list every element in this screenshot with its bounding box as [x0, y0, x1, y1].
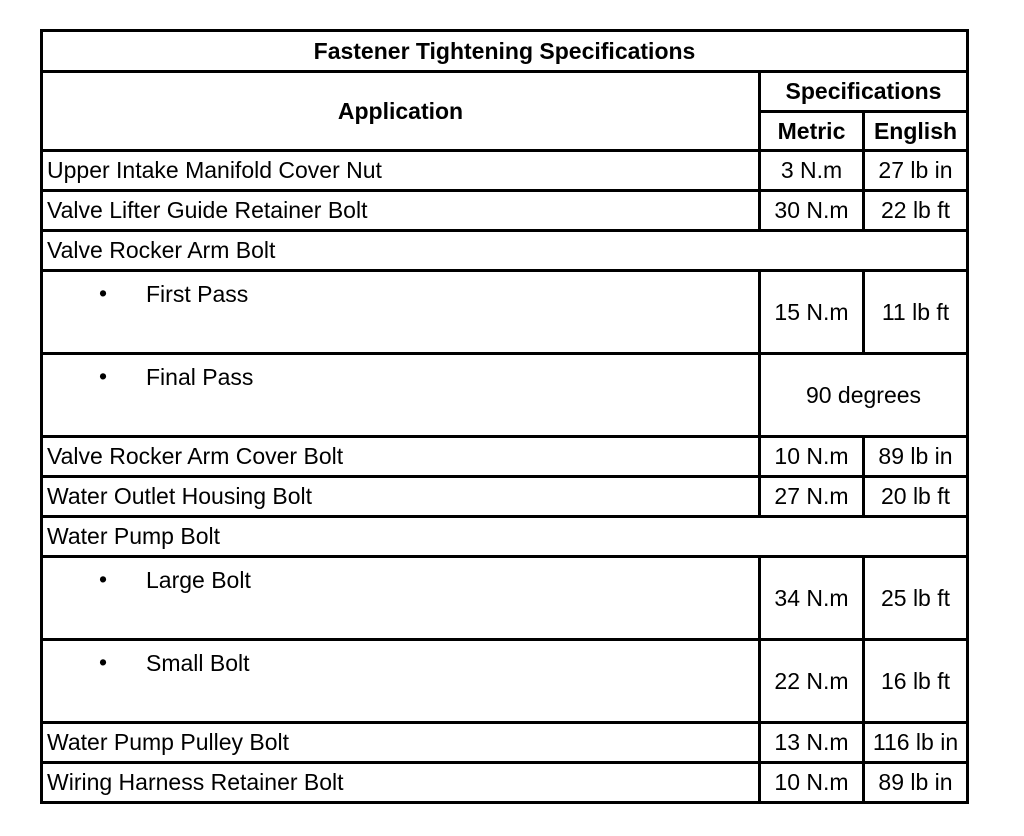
- group-heading-cell: Water Pump Bolt: [42, 517, 968, 557]
- sub-application-label: Large Bolt: [146, 567, 251, 593]
- metric-cell: 30 N.m: [760, 191, 864, 231]
- application-cell: Valve Rocker Arm Cover Bolt: [42, 437, 760, 477]
- application-cell: Wiring Harness Retainer Bolt: [42, 763, 760, 803]
- application-cell: Water Outlet Housing Bolt: [42, 477, 760, 517]
- table-row: [42, 517, 968, 557]
- application-cell: Water Pump Pulley Bolt: [42, 723, 760, 763]
- table-row: [42, 231, 968, 271]
- table-row: [42, 271, 968, 354]
- metric-cell: 13 N.m: [760, 723, 864, 763]
- group-heading-cell: Valve Rocker Arm Bolt: [42, 231, 968, 271]
- english-cell: 22 lb ft: [864, 191, 968, 231]
- english-cell: 89 lb in: [864, 437, 968, 477]
- bullet-icon: •: [99, 280, 108, 306]
- metric-cell: 22 N.m: [760, 640, 864, 723]
- application-header: Application: [42, 72, 760, 151]
- english-cell: 11 lb ft: [864, 271, 968, 354]
- sub-application-label: Small Bolt: [146, 650, 250, 676]
- english-cell: 25 lb ft: [864, 557, 968, 640]
- bullet-icon: •: [99, 566, 108, 592]
- sub-application-cell: [42, 271, 760, 354]
- table-row: [42, 191, 968, 231]
- table-row: [42, 477, 968, 517]
- english-cell: 27 lb in: [864, 151, 968, 191]
- english-cell: 16 lb ft: [864, 640, 968, 723]
- english-cell: 89 lb in: [864, 763, 968, 803]
- specifications-header: Specifications: [760, 72, 968, 112]
- metric-cell: 10 N.m: [760, 437, 864, 477]
- metric-cell: 34 N.m: [760, 557, 864, 640]
- table-row: [42, 763, 968, 803]
- sub-application-cell: [42, 354, 760, 437]
- application-cell: Valve Lifter Guide Retainer Bolt: [42, 191, 760, 231]
- table-row: [42, 437, 968, 477]
- metric-cell: 27 N.m: [760, 477, 864, 517]
- bullet-icon: •: [99, 649, 108, 675]
- metric-cell: 10 N.m: [760, 763, 864, 803]
- english-header: English: [864, 112, 968, 151]
- metric-cell: 3 N.m: [760, 151, 864, 191]
- bullet-icon: •: [99, 363, 108, 389]
- table-row: [42, 557, 968, 640]
- application-cell: Upper Intake Manifold Cover Nut: [42, 151, 760, 191]
- sub-application-label: First Pass: [146, 281, 249, 307]
- metric-cell: 15 N.m: [760, 271, 864, 354]
- sub-application-label: Final Pass: [146, 364, 254, 390]
- sub-application-cell: [42, 640, 760, 723]
- fastener-spec-table: [40, 29, 969, 804]
- table-row: [42, 151, 968, 191]
- table-row: [42, 723, 968, 763]
- sub-application-cell: [42, 557, 760, 640]
- table-row: [42, 354, 968, 437]
- metric-header: Metric: [760, 112, 864, 151]
- combined-spec-cell: 90 degrees: [760, 354, 968, 437]
- table-row: [42, 640, 968, 723]
- english-cell: 116 lb in: [864, 723, 968, 763]
- english-cell: 20 lb ft: [864, 477, 968, 517]
- table-title: Fastener Tightening Specifications: [42, 31, 968, 72]
